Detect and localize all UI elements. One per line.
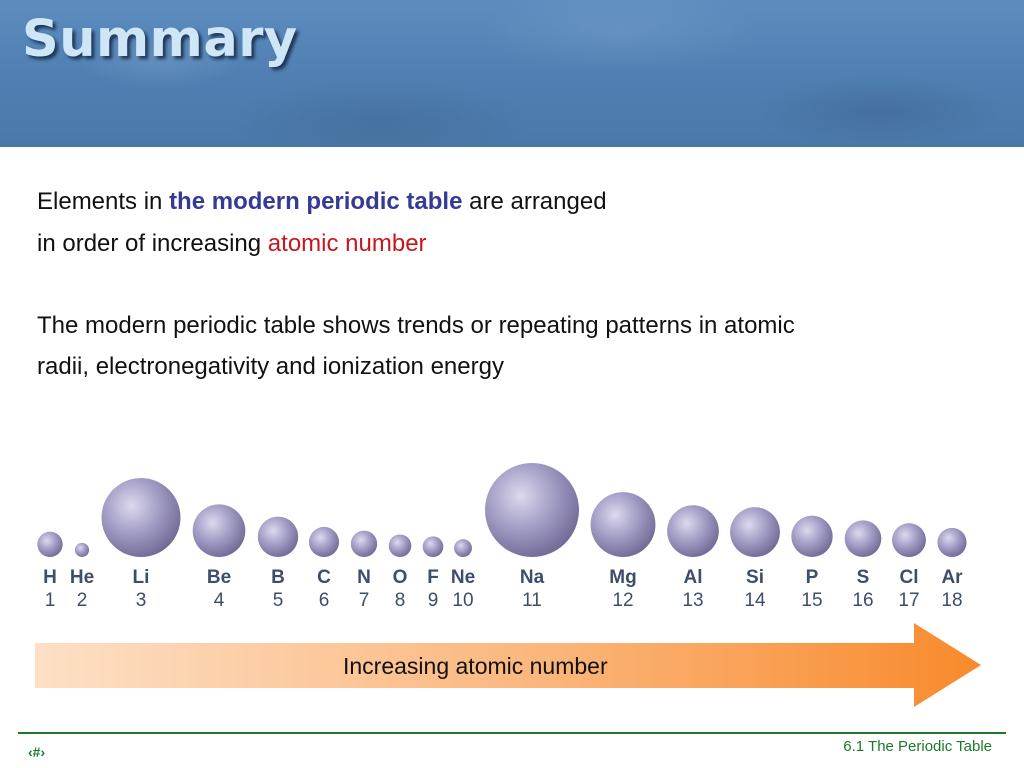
footer-divider xyxy=(18,732,1006,734)
atom-n-sphere xyxy=(351,531,377,557)
atom-c-symbol: C xyxy=(317,567,331,588)
atom-be-number: 4 xyxy=(213,590,225,611)
atom-p-sphere xyxy=(791,516,832,557)
atom-be-symbol: Be xyxy=(206,567,232,588)
atom-f-sphere xyxy=(423,536,444,557)
atom-na-sphere xyxy=(485,463,579,557)
p1-text-c: in order of increasing xyxy=(37,230,268,257)
atom-c-sphere xyxy=(309,527,339,557)
atom-b-number: 5 xyxy=(272,590,284,611)
atom-s-symbol: S xyxy=(856,567,870,588)
slide-number: ‹#› xyxy=(28,744,46,760)
atom-n-symbol: N xyxy=(357,567,371,588)
atom-p-number: 15 xyxy=(801,590,823,611)
atom-ne-number: 10 xyxy=(452,590,474,611)
atoms-row xyxy=(37,463,966,611)
atom-si-number: 14 xyxy=(744,590,766,611)
atom-f-number: 9 xyxy=(427,590,439,611)
atom-mg-number: 12 xyxy=(612,590,634,611)
atom-na-number: 11 xyxy=(522,590,542,611)
atom-b-sphere xyxy=(258,517,298,557)
atom-o-number: 8 xyxy=(394,590,406,611)
p1-highlight-periodic-table: the modern periodic table xyxy=(169,188,463,215)
p1-highlight-atomic-number: atomic number xyxy=(267,230,427,257)
p1-text-a: Elements in xyxy=(37,188,170,215)
atom-ar-symbol: Ar xyxy=(941,567,963,588)
atom-h-symbol: H xyxy=(43,567,57,588)
atom-li-symbol: Li xyxy=(132,567,150,588)
atom-ar-sphere xyxy=(937,528,966,557)
atom-h-sphere xyxy=(37,532,62,557)
atom-cl-symbol: Cl xyxy=(899,567,919,588)
atom-s-number: 16 xyxy=(852,590,874,611)
atom-p-symbol: P xyxy=(805,567,819,588)
atom-cl-number: 17 xyxy=(898,590,920,611)
atom-b-symbol: B xyxy=(271,567,285,588)
atom-li-number: 3 xyxy=(135,590,147,611)
atom-al-symbol: Al xyxy=(683,567,703,588)
atom-he-sphere xyxy=(75,543,89,557)
atom-al-number: 13 xyxy=(682,590,704,611)
atom-he-number: 2 xyxy=(76,590,88,611)
atom-si-symbol: Si xyxy=(746,567,764,588)
atom-c-number: 6 xyxy=(318,590,330,611)
atom-be-sphere xyxy=(193,504,246,557)
p1-text-b: are arranged xyxy=(462,188,607,215)
atom-mg-sphere xyxy=(591,492,656,557)
atom-cl-sphere xyxy=(892,523,926,557)
atom-al-sphere xyxy=(667,505,719,557)
atom-h-number: 1 xyxy=(44,590,56,611)
atom-he-symbol: He xyxy=(69,567,95,588)
atom-o-sphere xyxy=(389,534,412,557)
atom-f-symbol: F xyxy=(427,567,439,588)
atom-o-symbol: O xyxy=(392,567,408,588)
atom-si-sphere xyxy=(730,507,780,557)
slide-title: Summary xyxy=(22,10,298,69)
atom-li-sphere xyxy=(102,478,181,557)
atom-ne-sphere xyxy=(454,539,472,557)
atom-ne-symbol: Ne xyxy=(450,567,476,588)
paragraph-2-line-2: radii, electronegativity and ionization energy xyxy=(37,353,504,380)
atom-na-symbol: Na xyxy=(519,567,545,588)
atom-n-number: 7 xyxy=(358,590,370,611)
arrow-label: Increasing atomic number xyxy=(343,653,608,679)
paragraph-2-line-1: The modern periodic table shows trends or repeating patterns in atomic xyxy=(37,312,795,339)
atom-s-sphere xyxy=(845,520,882,557)
atom-ar-number: 18 xyxy=(941,590,963,611)
footer-section-title: 6.1 The Periodic Table xyxy=(843,738,992,755)
atom-mg-symbol: Mg xyxy=(609,567,637,588)
